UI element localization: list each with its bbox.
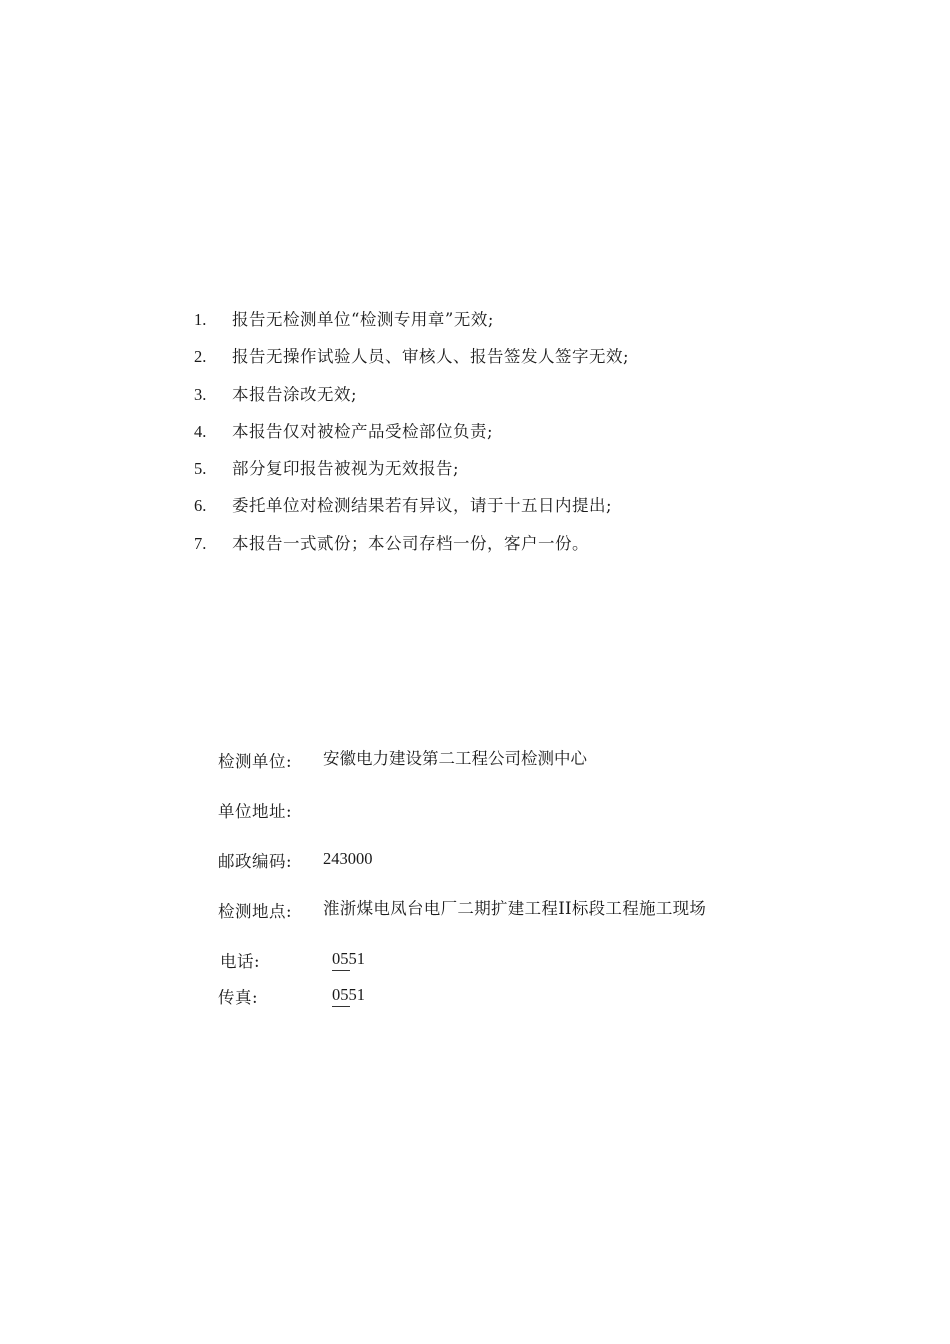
fax-label: 传真: (218, 988, 259, 1007)
testing-site-label: 检测地点: (218, 902, 293, 921)
notice-text: 报告无检测单位“检测专用章”无效; (232, 310, 494, 329)
notice-text: 部分复印报告被视为无效报告; (232, 459, 460, 479)
notice-number: 7. (194, 533, 207, 553)
notice-text: 委托单位对检测结果若有异议，请于十五日内提出; (232, 496, 613, 516)
testing-unit-info (218, 748, 778, 1020)
postal-code-row (218, 848, 778, 898)
notice-number: 3. (194, 384, 207, 404)
notice-item (194, 418, 629, 455)
address-row (218, 798, 778, 848)
fax-row (218, 984, 778, 1020)
notice-text: 本报告涂改无效; (232, 384, 358, 404)
notice-text: 本报告仅对被检产品受检部位负责; (232, 421, 494, 441)
phone-label: 电话: (220, 952, 261, 971)
notice-number: 4. (194, 421, 207, 441)
notice-item (194, 530, 629, 567)
testing-site-row (218, 898, 778, 948)
address-label: 单位地址: (218, 802, 293, 821)
testing-site-value: 淮浙煤电凤台电厂二期扩建工程ⅠⅠ标段工程施工现场 (323, 899, 707, 918)
testing-unit-row (218, 748, 778, 798)
testing-unit-value: 安徽电力建设第二工程公司检测中心 (323, 749, 587, 768)
phone-value-block (332, 948, 778, 971)
notice-text: 报告无操作试验人员、审核人、报告签发人签字无效; (232, 347, 630, 367)
phone-value: 0551 (332, 949, 365, 968)
notice-text: 本报告一式贰份；本公司存档一份，客户一份。 (232, 533, 589, 553)
fax-value-block (332, 984, 778, 1007)
phone-dash (332, 970, 350, 971)
notice-number: 6. (194, 496, 207, 516)
notice-item (194, 306, 629, 343)
notice-list (194, 306, 629, 567)
notice-item (194, 343, 629, 380)
phone-row (218, 948, 778, 984)
notice-item (194, 492, 629, 529)
testing-unit-label: 检测单位: (218, 752, 293, 771)
fax-value: 0551 (332, 985, 365, 1004)
notice-number: 2. (194, 347, 207, 367)
postal-code-label: 邮政编码: (218, 852, 293, 871)
fax-dash (332, 1006, 350, 1007)
notice-item (194, 455, 629, 492)
notice-number: 5. (194, 459, 207, 479)
notice-number: 1. (194, 310, 207, 329)
postal-code-value: 243000 (323, 849, 373, 868)
notice-item (194, 381, 629, 418)
